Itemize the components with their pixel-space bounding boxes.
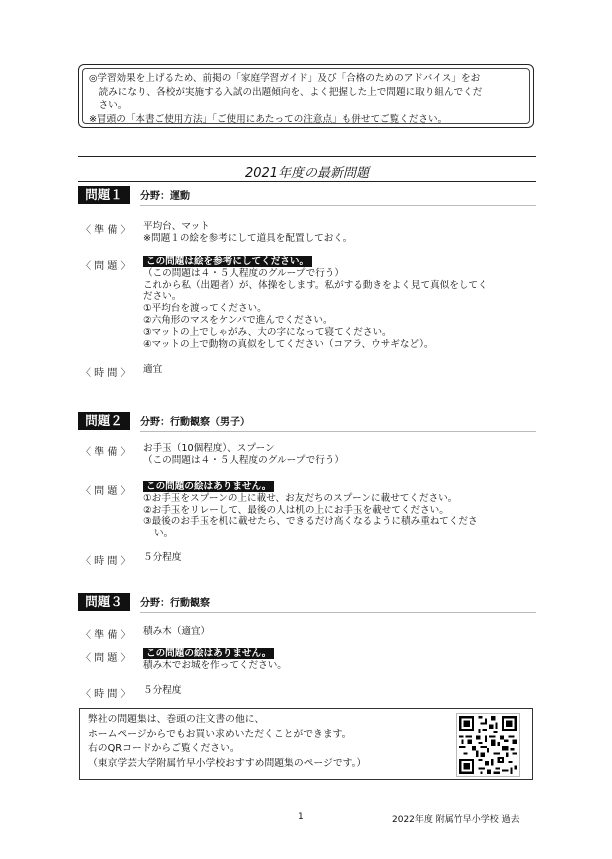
question-line: ①平均台を渡ってください。 [143,303,267,315]
shop-line: 右のQRコードからご覧ください。 [88,743,240,755]
question-line: （この問題は４・５人程度のグループで行う） [143,267,344,279]
time-text: ５分程度 [143,552,182,563]
notice-line: さい。 [89,100,128,112]
question-note-line [143,648,535,660]
question-line: ①お手玉をスプーンの上に載せ、お友だちのスプーンに載せてください。 [143,492,458,504]
problem-badge: 問題２ [78,412,130,430]
time-value [143,364,535,376]
highlight-note: この問題の絵はありません。 [143,481,274,492]
problem-badge: 問題１ [78,186,130,204]
time-value [143,685,535,697]
prep-content [143,221,535,245]
question-line: これから私（出題者）が、体操をします。私がする動きをよく見て真似をしてく [143,279,488,291]
footer-doc-title: 2022年度 附属竹早小学校 過去 [392,815,520,825]
prep-line: お手玉（10個程度）、スプーン [143,443,275,454]
prep-content [143,443,535,467]
prep-line: ※問題１の絵を参考にして道具を配置しておく。 [143,232,353,244]
question-note-line [143,481,535,493]
shop-line: （東京学芸大学附属竹早小学校おすすめ問題集のページです。） [88,757,367,769]
question-line: ③マットの上でしゃがみ、大の字になって寝てください。 [143,326,392,338]
prep-line: 積み木（適宜） [143,626,211,637]
question-note-line [143,256,535,268]
header-rule [140,431,536,432]
notice-inner [82,68,530,124]
prep-label: 〈 準 備 〉 [81,447,131,458]
page-number: 1 [298,812,304,822]
question-line-continued: い。 [154,528,174,540]
prep-label: 〈 準 備 〉 [81,225,131,236]
question-line: ④マットの上で動物の真似をしてください（コアラ、ウサギなど）。 [143,338,434,350]
question-line: 積み木でお城を作ってください。 [143,659,287,671]
problem-field: 分野：行動観察（男子） [140,417,250,428]
prep-line: （この問題は４・５人程度のグループで行う） [143,454,344,466]
question-line: ②六角形のマスをケンパで進んでください。 [143,314,333,326]
question-content [143,256,535,350]
prep-line: 平均台、マット [143,221,210,232]
question-content [143,648,535,672]
prep-content [143,626,535,638]
question-line: ださい。 [143,291,182,303]
problem-field: 分野：行動観察 [140,598,210,609]
notice-line: 読みになり、各校が実施する入試の出題傾向を、よく把握した上で問題に取り組んでくだ [89,86,483,98]
question-label: 〈 問 題 〉 [81,653,131,664]
title-rule-top [78,156,536,157]
time-label: 〈 時 間 〉 [81,368,131,379]
question-line [143,528,535,540]
shop-line: ホームページからでもお買い求めいただくことができます。 [88,728,352,740]
time-text: ５分程度 [143,685,182,696]
qr-code-icon[interactable] [456,713,520,777]
title-rule-bottom [78,181,536,182]
question-line: ②お手玉をリレーして、最後の人は机の上にお手玉を載せてください。 [143,504,449,516]
page-title: 2021年度の最新問題 [244,166,370,181]
highlight-note: この問題は絵を参考にしてください。 [143,256,312,267]
notice-box [78,64,534,128]
question-label: 〈 問 題 〉 [81,486,131,497]
time-text: 適宜 [143,364,163,375]
problem-badge: 問題３ [78,593,130,611]
time-value [143,552,535,564]
time-label: 〈 時 間 〉 [81,689,131,700]
highlight-note: この問題の絵はありません。 [143,648,274,659]
question-content [143,481,535,540]
problem-field: 分野：運動 [140,191,190,202]
notice-line: ※冒頭の「本書ご使用方法」「ご使用にあたっての注意点」も併せてご覧ください。 [89,113,448,125]
shop-line: 弊社の問題集は、巻頭の注文書の他に、 [88,714,265,725]
question-line: ③最後のお手玉を机に載せたら、できるだけ高くなるように積み重ねてくださ [143,516,478,528]
shop-info-box [79,708,533,780]
prep-label: 〈 準 備 〉 [81,630,131,641]
time-label: 〈 時 間 〉 [81,556,131,567]
header-rule [140,205,536,206]
header-rule [140,612,536,613]
question-label: 〈 問 題 〉 [81,261,131,272]
shop-text [88,713,366,771]
notice-line: ◎学習効果を上げるため、前掲の「家庭学習ガイド」及び「合格のためのアドバイス」をお [89,73,481,84]
